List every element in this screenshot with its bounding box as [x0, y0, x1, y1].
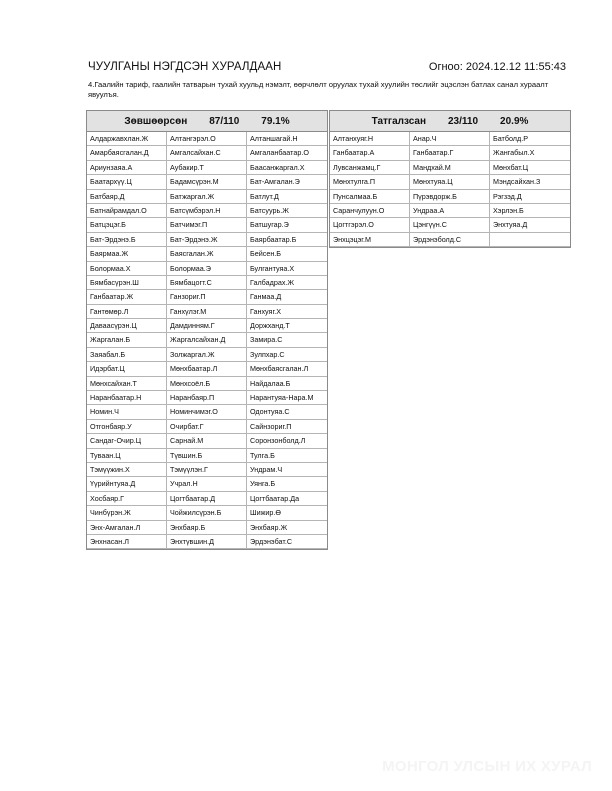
header [88, 61, 566, 73]
member-name-cell: Мандхай.М [410, 161, 490, 175]
member-name-cell: Бямбасүрэн.Ш [87, 276, 167, 290]
member-name-cell: Одонтуяа.С [247, 405, 327, 419]
member-name-cell: Гантөмөр.Л [87, 305, 167, 319]
yes-count: 87/110 [209, 115, 240, 127]
member-name-cell: Цогтбаатар.Да [247, 492, 327, 506]
member-name-cell: Бат-Амгалан.Э [247, 175, 327, 189]
member-name-cell: Анар.Ч [410, 132, 490, 146]
member-name-cell: Найдалаа.Б [247, 377, 327, 391]
member-name-cell: Батсүмбэрэл.Н [167, 204, 247, 218]
member-name-cell: Алтанхуяг.Н [330, 132, 410, 146]
member-name-cell [490, 233, 570, 247]
member-name-cell: Батлут.Д [247, 190, 327, 204]
member-name-cell: Баярбаатар.Б [247, 233, 327, 247]
member-name-cell: Эрдэнэболд.С [410, 233, 490, 247]
member-name-cell: Бямбацогт.С [167, 276, 247, 290]
member-name-cell: Энхнасан.Л [87, 535, 167, 549]
member-name-cell: Тэмүүжин.Х [87, 463, 167, 477]
member-name-cell: Золжаргал.Ж [167, 348, 247, 362]
member-name-cell: Баасанжаргал.Х [247, 161, 327, 175]
member-name-cell: Батцэцэг.Б [87, 218, 167, 232]
member-name-cell: Замира.С [247, 333, 327, 347]
member-name-cell: Туваан.Ц [87, 449, 167, 463]
member-name-cell: Жангабыл.Х [490, 146, 570, 160]
member-name-cell: Мөнхбаатар.Л [167, 362, 247, 376]
vote-question: 4.Гаалийн тариф, гаалийн татварын тухай хуульд нэмэлт, өөрчлөлт оруулах тухай хуулийн төслийг эцэслэн батлах санал хураалт явуулъя. [88, 80, 549, 99]
member-name-cell: Чойжилсүрэн.Б [167, 506, 247, 520]
member-name-cell: Пунсалмаа.Б [330, 190, 410, 204]
yes-label: Зөвшөөрсөн [124, 115, 188, 127]
member-name-cell: Жаргалсайхан.Д [167, 333, 247, 347]
member-name-cell: Мөнхсоёл.Б [167, 377, 247, 391]
member-name-cell: Пүрэвдорж.Б [410, 190, 490, 204]
member-name-cell: Цогтбаатар.Д [167, 492, 247, 506]
member-name-cell: Сандаг-Очир.Ц [87, 434, 167, 448]
member-name-cell: Энхтуяа.Д [490, 218, 570, 232]
member-name-cell: Мөнхтулга.П [330, 175, 410, 189]
member-name-cell: Түвшин.Б [167, 449, 247, 463]
member-name-cell: Ундрам.Ч [247, 463, 327, 477]
watermark: МОНГОЛ УЛСЫН ИХ ХУРАЛ [382, 758, 592, 775]
member-name-cell: Лувсанжамц.Г [330, 161, 410, 175]
member-name-cell: Учрал.Н [167, 477, 247, 491]
member-name-cell: Эрдэнэбат.С [247, 535, 327, 549]
vote-date: Огноо: 2024.12.12 11:55:43 [428, 61, 566, 73]
member-name-cell: Ганхүлэг.М [167, 305, 247, 319]
member-name-cell: Булгантуяа.Х [247, 262, 327, 276]
member-name-cell: Чинбүрэн.Ж [87, 506, 167, 520]
member-name-cell: Наранбаатар.Н [87, 391, 167, 405]
member-name-cell: Галбадрах.Ж [247, 276, 327, 290]
member-name-cell: Очирбат.Г [167, 420, 247, 434]
member-name-cell: Энхтүвшин.Д [167, 535, 247, 549]
member-name-cell: Амгаланбаатар.О [247, 146, 327, 160]
member-name-cell: Баярмаа.Ж [87, 247, 167, 261]
member-name-cell: Бат-Эрдэнэ.Б [87, 233, 167, 247]
member-name-cell: Аубакир.Т [167, 161, 247, 175]
member-name-cell: Болормаа.Х [87, 262, 167, 276]
member-name-cell: Хэрлэн.Б [490, 204, 570, 218]
member-name-cell: Нарантуяа-Нара.М [247, 391, 327, 405]
member-name-cell: Алтангэрэл.О [167, 132, 247, 146]
member-name-cell: Ундраа.А [410, 204, 490, 218]
member-name-cell: Ганбаатар.Г [410, 146, 490, 160]
no-label: Татгалзсан [371, 115, 426, 127]
member-name-cell: Идэрбат.Ц [87, 362, 167, 376]
member-name-cell: Номинчимэг.О [167, 405, 247, 419]
member-name-cell: Батболд.Р [490, 132, 570, 146]
member-name-cell: Ганбаатар.Ж [87, 290, 167, 304]
member-name-cell: Отгонбаяр.У [87, 420, 167, 434]
member-name-cell: Ганзориг.П [167, 290, 247, 304]
member-name-cell: Энхцэцэг.М [330, 233, 410, 247]
member-name-cell: Алдаржавхлан.Ж [87, 132, 167, 146]
member-name-cell: Мөнхбаясгалан.Л [247, 362, 327, 376]
member-name-cell: Даваасүрэн.Ц [87, 319, 167, 333]
member-name-cell: Номин.Ч [87, 405, 167, 419]
member-name-cell: Энхбаяр.Ж [247, 521, 327, 535]
member-name-cell: Тулга.Б [247, 449, 327, 463]
member-name-cell: Мөнхтуяа.Ц [410, 175, 490, 189]
member-name-cell: Амгалсайхан.С [167, 146, 247, 160]
vote-tables [86, 110, 571, 550]
member-name-cell: Доржханд.Т [247, 319, 327, 333]
no-names-grid [330, 132, 570, 247]
member-name-cell: Баатархүү.Ц [87, 175, 167, 189]
member-name-cell: Батбаяр.Д [87, 190, 167, 204]
member-name-cell: Сарнай.М [167, 434, 247, 448]
member-name-cell: Наранбаяр.П [167, 391, 247, 405]
member-name-cell: Үүрийнтуяа.Д [87, 477, 167, 491]
member-name-cell: Тэмүүлэн.Г [167, 463, 247, 477]
member-name-cell: Уянга.Б [247, 477, 327, 491]
member-name-cell: Алтаншагай.Н [247, 132, 327, 146]
member-name-cell: Шижир.Ө [247, 506, 327, 520]
member-name-cell: Саранчулуун.О [330, 204, 410, 218]
member-name-cell: Батнайрамдал.О [87, 204, 167, 218]
member-name-cell: Зулпхар.С [247, 348, 327, 362]
member-name-cell: Энхбаяр.Б [167, 521, 247, 535]
yes-panel [86, 110, 328, 550]
no-panel-header [330, 111, 570, 132]
yes-percent: 79.1% [261, 115, 290, 127]
no-panel [329, 110, 571, 248]
member-name-cell: Болормаа.Э [167, 262, 247, 276]
member-name-cell: Батчимэг.П [167, 218, 247, 232]
member-name-cell: Заяабал.Б [87, 348, 167, 362]
member-name-cell: Соронзонболд.Л [247, 434, 327, 448]
member-name-cell: Бадамсүрэн.М [167, 175, 247, 189]
member-name-cell: Батжаргал.Ж [167, 190, 247, 204]
member-name-cell: Бейсен.Б [247, 247, 327, 261]
no-count: 23/110 [448, 115, 479, 127]
member-name-cell: Ариунзаяа.А [87, 161, 167, 175]
member-name-cell: Бат-Эрдэнэ.Ж [167, 233, 247, 247]
member-name-cell: Дамдинням.Г [167, 319, 247, 333]
yes-panel-header [87, 111, 327, 132]
member-name-cell: Ганхуяг.Х [247, 305, 327, 319]
member-name-cell: Амарбаясгалан.Д [87, 146, 167, 160]
no-percent: 20.9% [500, 115, 529, 127]
session-title: ЧУУЛГАНЫ НЭГДСЭН ХУРАЛДААН [88, 61, 282, 73]
member-name-cell: Мэндсайхан.З [490, 175, 570, 189]
member-name-cell: Сайнзориг.П [247, 420, 327, 434]
member-name-cell: Батшугар.Э [247, 218, 327, 232]
member-name-cell: Ганбаатар.А [330, 146, 410, 160]
member-name-cell: Мөнхсайхан.Т [87, 377, 167, 391]
member-name-cell: Батсуурь.Ж [247, 204, 327, 218]
yes-names-grid [87, 132, 327, 549]
member-name-cell: Цэнгүүн.С [410, 218, 490, 232]
member-name-cell: Хосбаяр.Г [87, 492, 167, 506]
member-name-cell: Баясгалан.Ж [167, 247, 247, 261]
member-name-cell: Мөнхбат.Ц [490, 161, 570, 175]
member-name-cell: Энх-Амгалан.Л [87, 521, 167, 535]
member-name-cell: Рэгзэд.Д [490, 190, 570, 204]
member-name-cell: Цогтгэрэл.О [330, 218, 410, 232]
member-name-cell: Жаргалан.Б [87, 333, 167, 347]
member-name-cell: Ганмаа.Д [247, 290, 327, 304]
